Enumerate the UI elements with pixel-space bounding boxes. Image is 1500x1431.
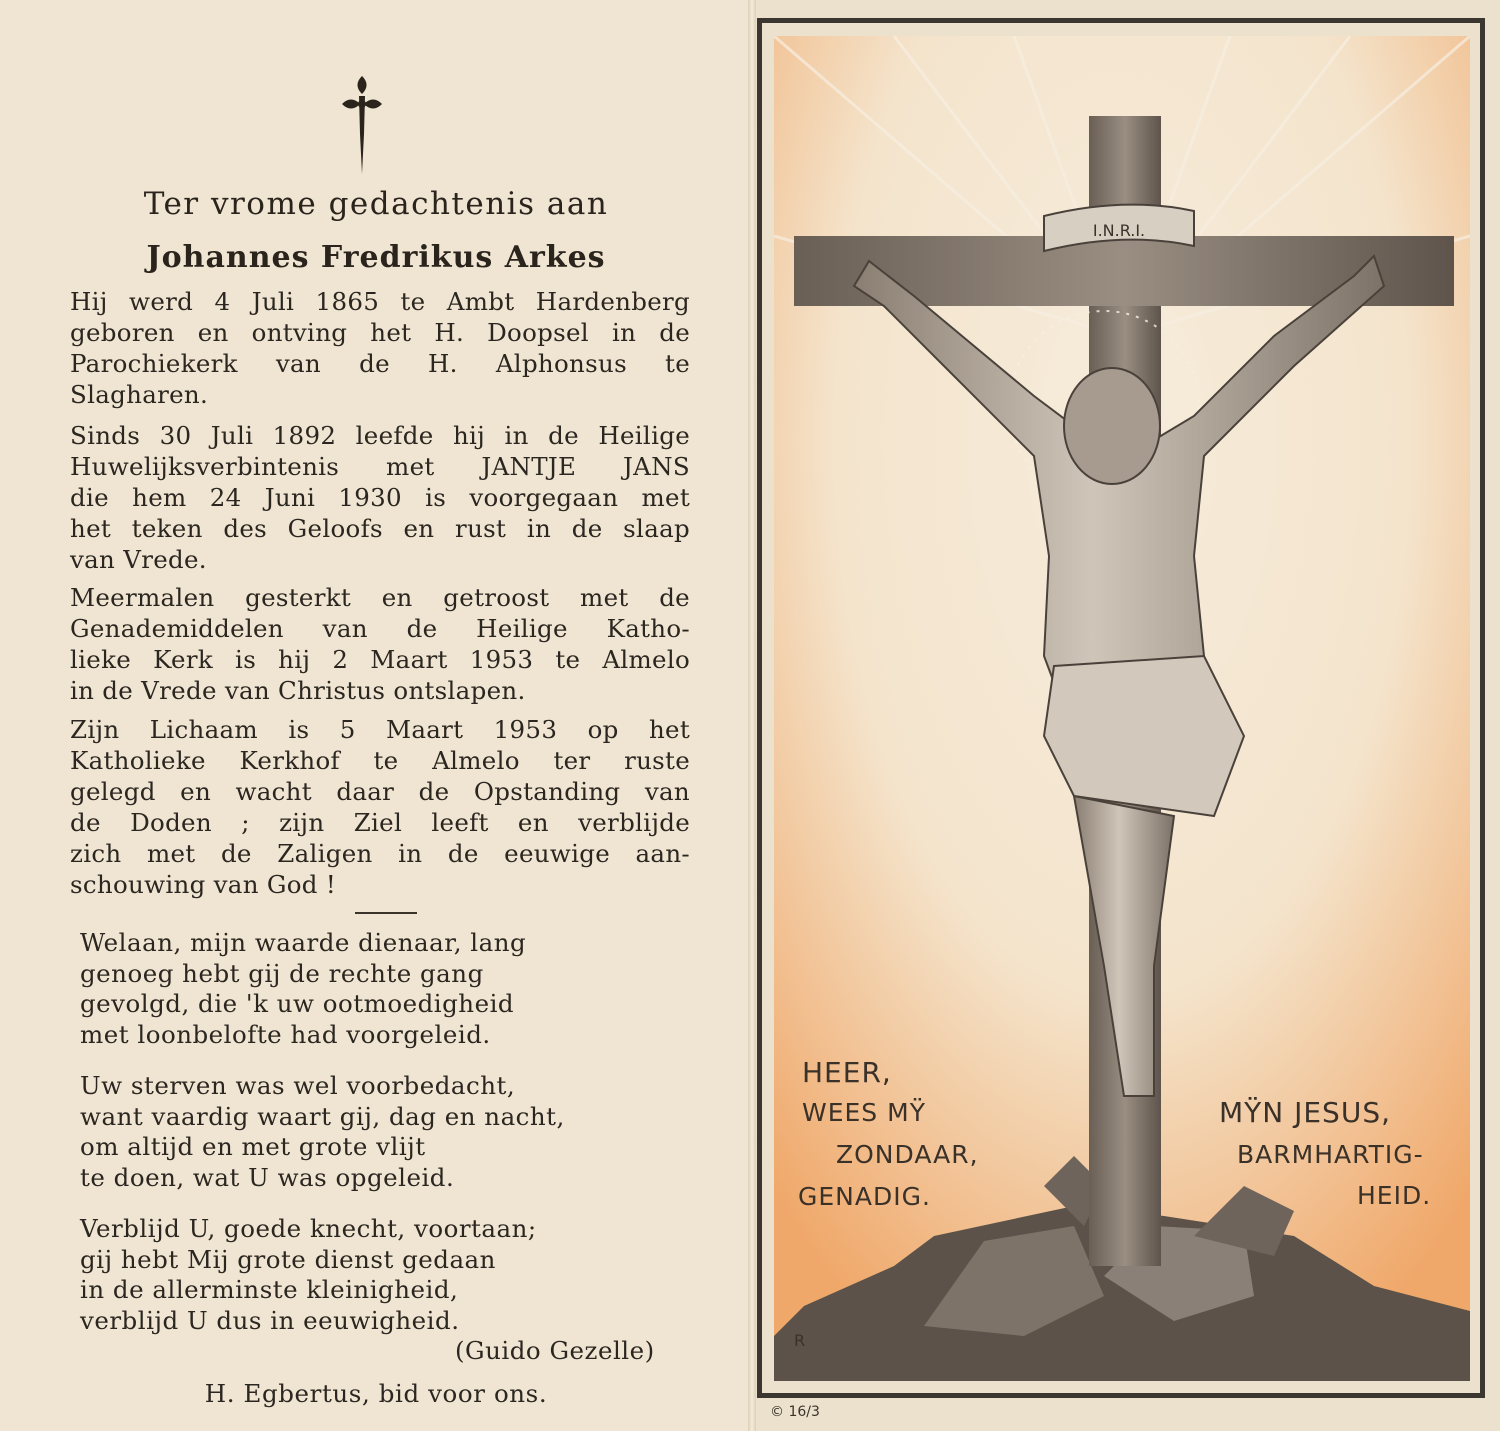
biography-paragraph-1: [70, 286, 690, 410]
text-line: de Doden ; zijn Ziel leeft en verblijde: [70, 808, 690, 837]
caption-left-line-4: GENADIG.: [798, 1182, 931, 1211]
poem-line: gij hebt Mij grote dienst gedaan: [80, 1244, 496, 1274]
crucifixion-illustration: [774, 36, 1470, 1381]
text-line: Zijn Lichaam is 5 Maart 1953 op het: [70, 715, 690, 744]
page-fold: [748, 0, 756, 1431]
cross-icon: [340, 74, 384, 176]
text-line: die hem 24 Juni 1930 is voorgegaan met: [70, 483, 690, 512]
biography-paragraph-3: [70, 582, 690, 706]
text-line: Genademiddelen van de Heilige Katho-: [70, 614, 690, 643]
text-line: lieke Kerk is hij 2 Maart 1953 te Almelo: [70, 645, 690, 674]
divider: [355, 912, 417, 914]
poem-line: om altijd en met grote vlijt: [80, 1132, 426, 1161]
text-line: in de Vrede van Christus ontslapen.: [70, 676, 526, 705]
poem-line: want vaardig waart gij, dag en nacht,: [80, 1101, 565, 1131]
poem-line: Welaan, mijn waarde dienaar, lang: [80, 928, 527, 957]
printer-mark: © 16/3: [770, 1404, 820, 1420]
crucifix-drawing: [774, 36, 1470, 1381]
text-line: Katholieke Kerkhof te Almelo ter ruste: [70, 746, 690, 775]
text-line: schouwing van God !: [70, 870, 337, 899]
text-line: geboren en ontving het H. Doopsel in de: [70, 318, 690, 347]
text-line: zich met de Zaligen in de eeuwige aan-: [70, 839, 690, 868]
text-line: Slagharen.: [70, 380, 209, 409]
poem-line: met loonbelofte had voorgeleid.: [80, 1019, 491, 1049]
poem-line: verblijd U dus in eeuwigheid.: [80, 1305, 460, 1335]
poem-line: gevolgd, die 'k uw ootmoedigheid: [80, 989, 515, 1018]
caption-left-line-1: HEER,: [802, 1056, 892, 1089]
poem-line: te doen, wat U was opgeleid.: [80, 1162, 455, 1192]
biography-paragraph-4: [70, 714, 690, 900]
poem-line: in de allerminste kleinigheid,: [80, 1275, 459, 1304]
deceased-name: Johannes Fredrikus Arkes: [146, 240, 606, 275]
poem-line: Verblijd U, goede knecht, voortaan;: [80, 1214, 537, 1243]
poem-stanza-1: [80, 928, 640, 1050]
cross-title-text: I.N.R.I.: [1092, 221, 1146, 240]
biography-paragraph-2: [70, 420, 690, 575]
closing-prayer: H. Egbertus, bid voor ons.: [204, 1379, 548, 1408]
caption-right-line-2: BARMHARTIG-: [1237, 1140, 1424, 1169]
text-line: Hij werd 4 Juli 1865 te Ambt Hardenberg: [70, 287, 690, 316]
printer-number: 16/3: [788, 1404, 820, 1420]
text-line: gelegd en wacht daar de Opstanding van: [70, 777, 690, 806]
text-line: het teken des Geloofs en rust in de slaap: [70, 514, 690, 543]
poem-line: genoeg hebt gij de rechte gang: [80, 958, 484, 988]
text-line: Huwelijksverbintenis met JANTJE JANS: [70, 452, 690, 481]
text-line: Sinds 30 Juli 1892 leefde hij in de Heilige: [70, 421, 690, 450]
text-line: Parochiekerk van de H. Alphonsus te: [70, 349, 690, 378]
poem-stanza-3: [80, 1214, 640, 1336]
text-line: van Vrede.: [70, 545, 207, 574]
text-line: Meermalen gesterkt en getroost met de: [70, 583, 690, 612]
caption-left-line-2: WEES MŸ: [802, 1098, 926, 1127]
memorial-heading: Ter vrome gedachtenis aan: [143, 186, 609, 222]
poem-stanza-2: [80, 1071, 640, 1193]
caption-right-line-1: MŸN JESUS,: [1219, 1096, 1391, 1129]
caption-right-line-3: HEID.: [1357, 1181, 1432, 1210]
artist-monogram: R: [794, 1331, 806, 1350]
poem-line: Uw sterven was wel voorbedacht,: [80, 1071, 516, 1100]
poem-attribution: (Guido Gezelle): [455, 1336, 655, 1365]
caption-left-line-3: ZONDAAR,: [836, 1140, 979, 1169]
